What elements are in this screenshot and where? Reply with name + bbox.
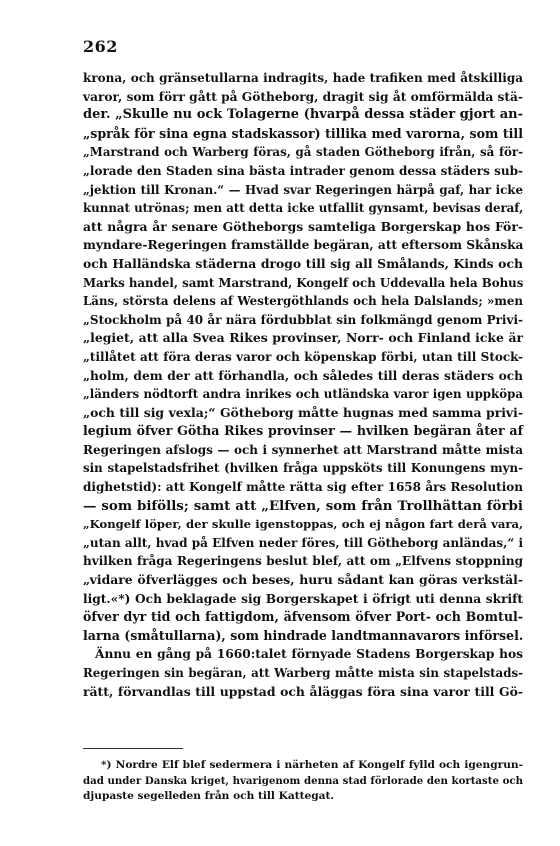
- text-line: „Kongelf löper, der skulle igenstoppas, och ej någon fart derå vara,: [83, 517, 523, 532]
- text-line: varor, som förr gått på Götheborg, dragit sig åt omförmälda stä-: [83, 89, 523, 104]
- text-line: Läns, största delens af Westergöthlands och hela Dalslands; »men: [83, 294, 523, 309]
- text-line: öfver dyr tid och fattigdom, äfvensom öfver Port- och Bomtul-: [83, 609, 523, 625]
- text-line: rätt, förvandlas till uppstad och åläggas föra sina varor till Gö-: [83, 683, 523, 699]
- footnote-rule: [83, 748, 183, 749]
- text-line: „jektion till Kronan.“ — Hvad svar Regeringen härpå gaf, har icke: [83, 182, 523, 197]
- text-line: och Halländska städerna drogo till sig all Smålands, Kinds och: [83, 255, 523, 271]
- text-line: Regeringen sin begäran, att Warberg måtte mista sin stapelstads-: [83, 666, 523, 680]
- text-line: „tillåtet att föra deras varor och köpenskap förbi, utan till Stock-: [83, 349, 523, 364]
- text-line: „Stockholm på 40 år nära fördubblat sin folkmängd genom Privi-: [83, 312, 523, 327]
- text-line: att några år senare Götheborgs samteliga Borgerskap hos För-: [83, 218, 523, 234]
- text-line: Marks handel, samt Marstrand, Kongelf och Uddevalla hela Bohus: [83, 275, 524, 290]
- text-line: larna (småtullarna), som hindrade landtmannavarors införsel.: [83, 627, 524, 643]
- text-line: — som bifölls; samt att „Elfven, som från Trollhättan förbi: [83, 497, 523, 514]
- text-line: „utan allt, hvad på Elfven neder föres, till Götheborg anländas,“ i: [83, 535, 523, 550]
- text-line: kunnat utrönas; men att detta icke utfallit gynsamt, bevisas deraf,: [83, 201, 524, 216]
- text-line: „Marstrand och Warberg föras, gå staden Götheborg ifrån, så för-: [83, 145, 523, 160]
- text-line: Regeringen afslogs — och i synnerhet att Marstrand måtte mista: [83, 442, 523, 457]
- text-line: „vidare öfverlägges och beses, huru sådant kan göras verkstäl-: [83, 572, 523, 588]
- text-line: Ännu en gång på 1660:talet förnyade Stadens Borgerskap hos: [95, 647, 523, 662]
- text-line: „legiet, att alla Svea Rikes provinser, Norr- och Finland icke är: [83, 330, 523, 346]
- text-line: krona, och gränsetullarna indragits, hade trafiken med åtskilliga: [83, 71, 523, 85]
- text-line: hvilken fråga Regeringens beslut blef, att om „Elfvens stoppning: [83, 554, 523, 569]
- text-line: myndare-Regeringen framställde begäran, att eftersom Skånska: [83, 238, 524, 253]
- body-text: [83, 69, 523, 701]
- text-line: „språk för sina egna stadskassor) tillika med varorna, som till: [83, 125, 523, 141]
- text-line: „och till sig vexla;“ Götheborg måtte hugnas med samma privi-: [83, 404, 523, 420]
- text-line: dighetstid): att Kongelf måtte rätta sig efter 1658 års Resolution: [83, 480, 523, 495]
- page-number: 262: [83, 37, 118, 56]
- text-line: legium öfver Götha Rikes provinser — hvilken begäran åter af: [83, 423, 523, 439]
- text-line: „holm, dem der att förhandla, och således till deras städers och: [83, 368, 523, 383]
- footnote-line: dad under Danska kriget, hvarigenom denna stad förlorade den kortaste och: [83, 774, 523, 787]
- text-line: der. „Skulle nu ock Tolagerne (hvarpå dessa städer gjort an-: [83, 107, 523, 123]
- footnote: [83, 758, 523, 805]
- footnote-line: *) Nordre Elf blef sedermera i närheten af Kongelf fylld och igengrun-: [101, 759, 523, 771]
- footnote-line: djupaste segelleden från och till Kattegat.: [83, 790, 335, 802]
- text-line: ligt.«*) Och beklagade sig Borgerskapet i öfrigt uti denna skrift: [83, 591, 523, 606]
- text-line: „länders nödtorft andra inrikes och utländska varor igen uppköpa: [83, 387, 523, 402]
- text-line: sin stapelstadsfrihet (hvilken fråga uppsköts till Konungens myn-: [83, 461, 523, 476]
- text-line: „lorade den Staden sina bästa intrader genom dessa städers sub-: [83, 163, 523, 178]
